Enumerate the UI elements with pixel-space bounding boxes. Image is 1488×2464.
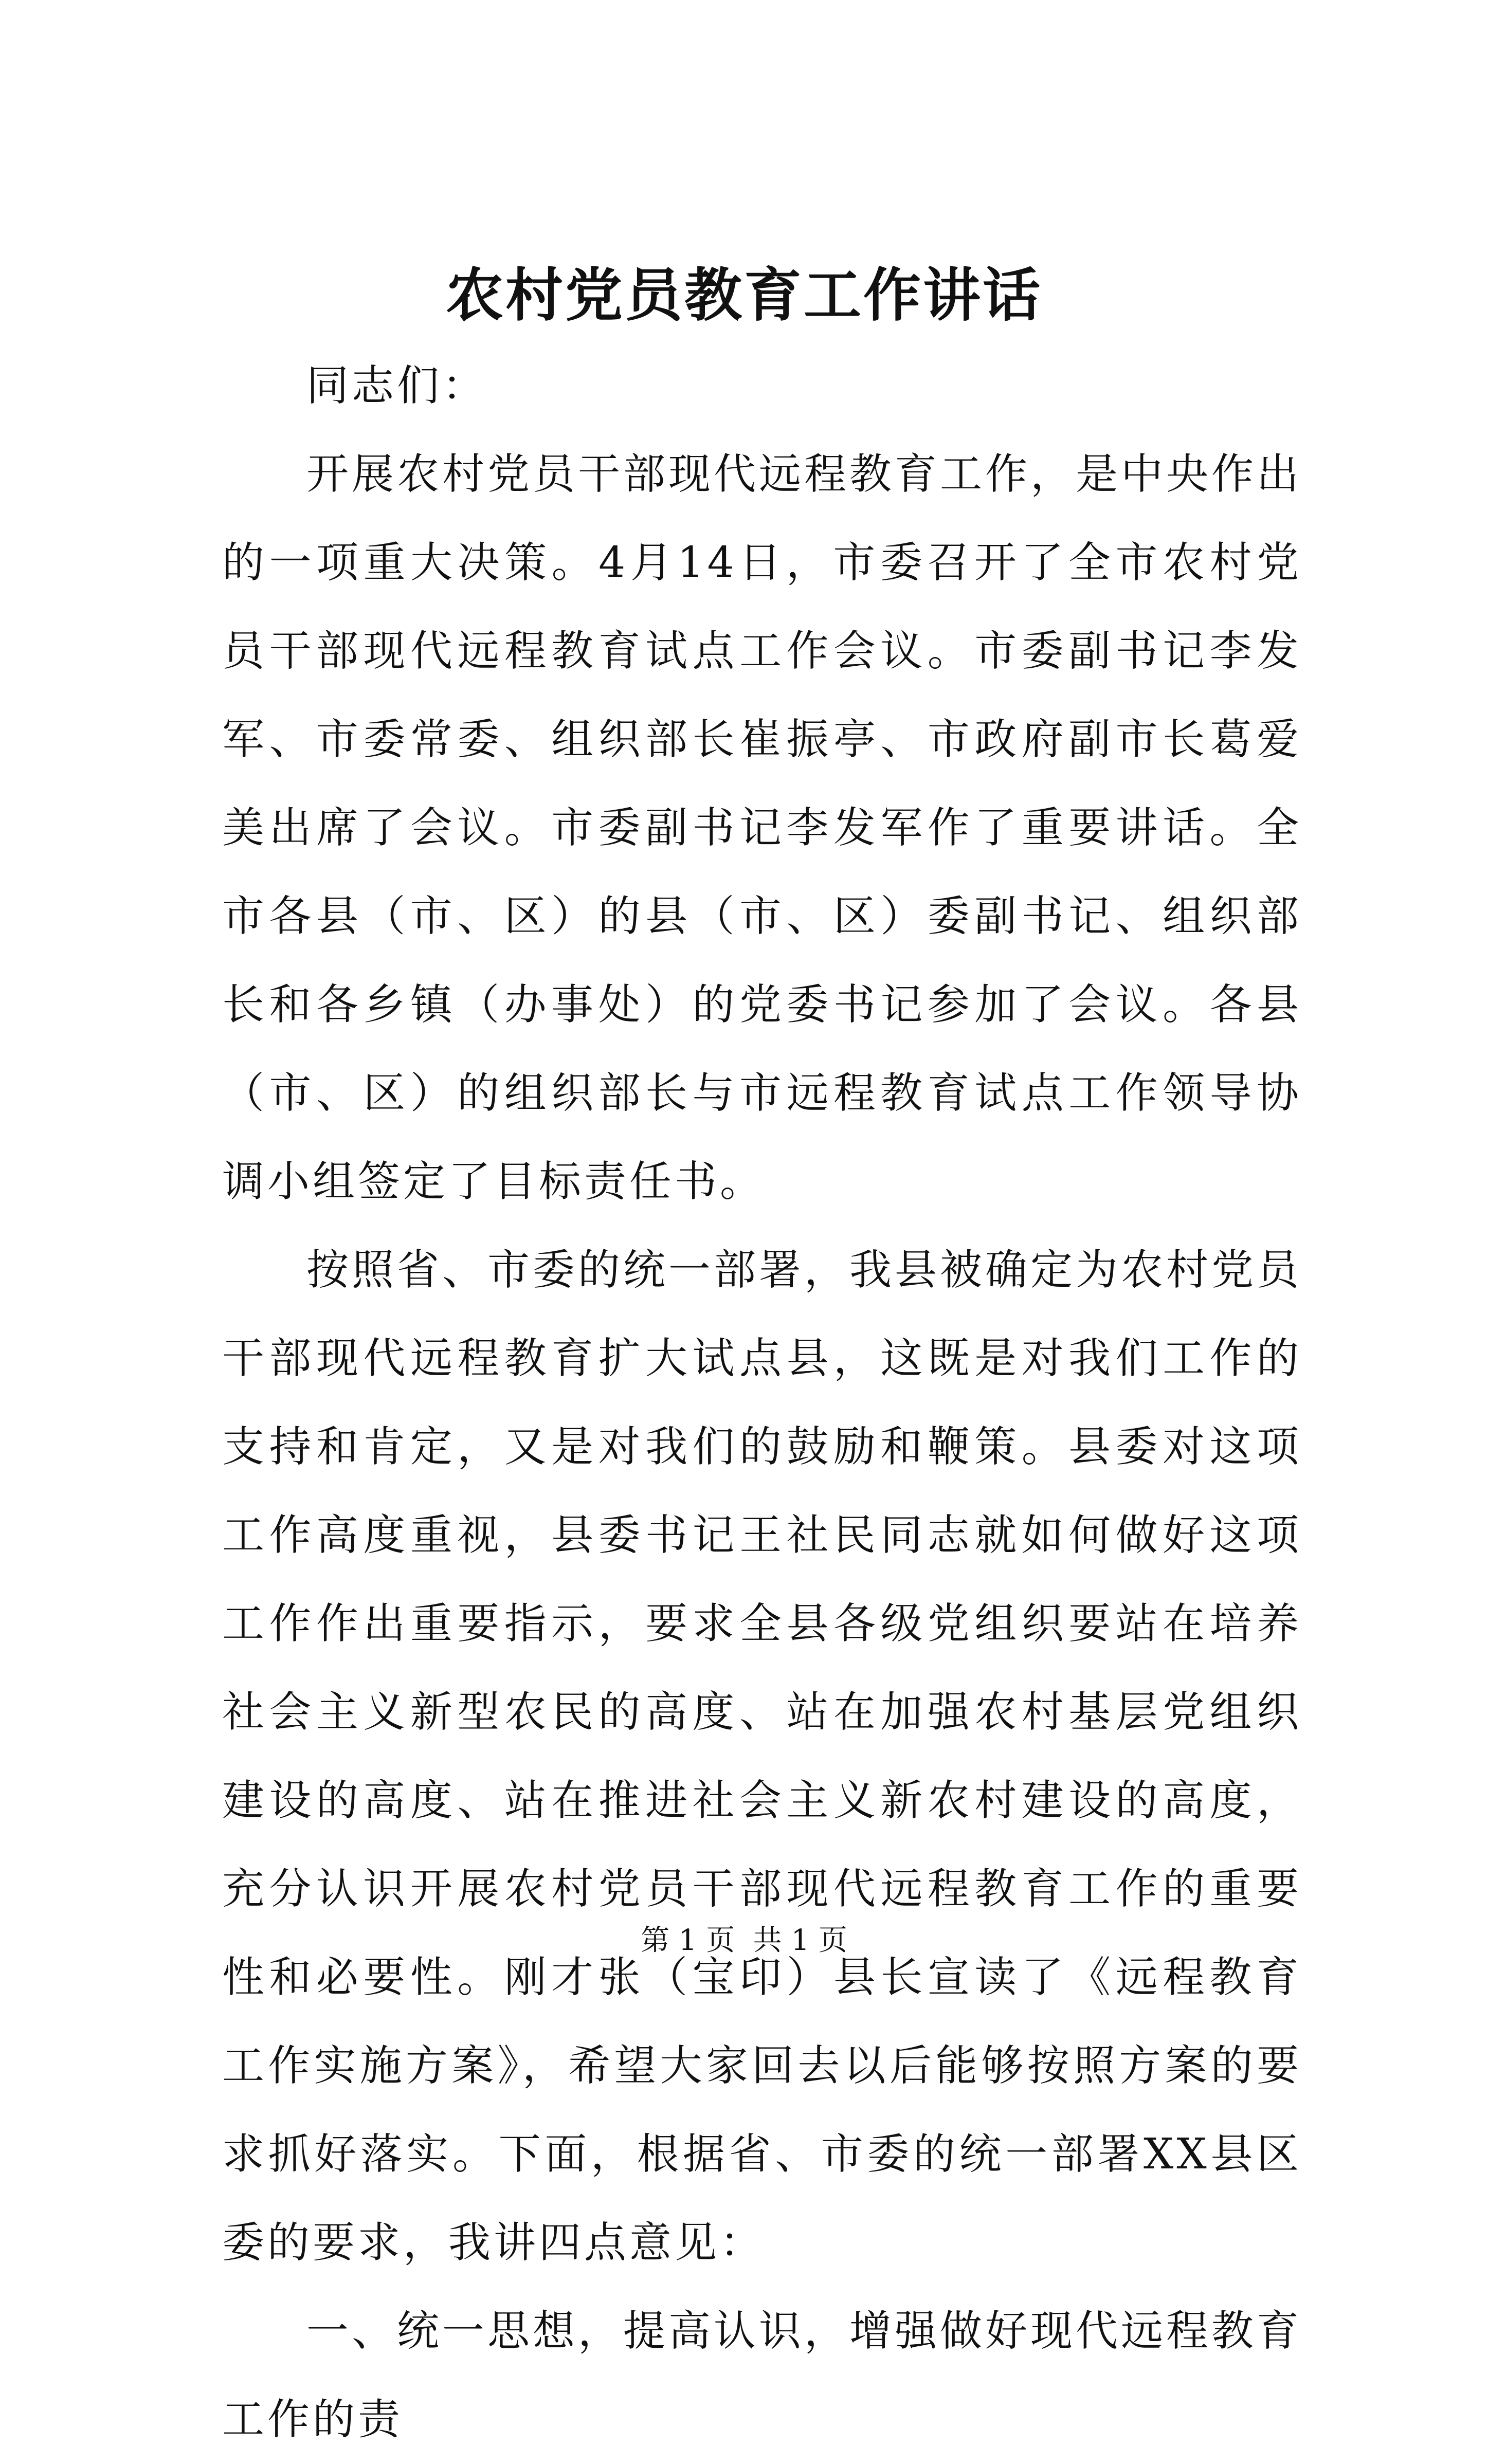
salutation-paragraph: 同志们： [306, 361, 488, 410]
document-body [222, 342, 1302, 2464]
document-title: 农村党员教育工作讲话 [446, 262, 1042, 329]
body-paragraph: 按照省、市委的统一部署，我县被确定为农村党员干部现代远程教育扩大试点县，这既是对我们工作的支持和肯定，又是对我们的鼓励和鞭策。县委对这项工作高度重视，县委书记王社民同志就如何做好这项工作作出重要指示，要求全县各级党组织要站在培养社会主义新型农民的高度、站在加强农村基层党组织建设的高度、站在推进社会主义新农村建设的高度，充分认识开展农村党员干部现代远程教育工作的重要性和必要性。刚才张（宝印）县长宣读了《远程教育工作实施方案》，希望大家回去以后能够按照方案的要求抓好落实。下面，根据省、市委的统一部署XX县区委的要求，我讲四点意见： [222, 1246, 1302, 2267]
page-number-footer: 第 1 页 共 1 页 [640, 1924, 848, 1957]
body-paragraph: 开展农村党员干部现代远程教育工作，是中央作出的一项重大决策。4月14日，市委召开了全市农村党员干部现代远程教育试点工作会议。市委副书记李发军、市委常委、组织部长崔振亭、市政府副市长葛爱美出席了会议。市委副书记李发军作了重要讲话。全市各县（市、区）的县（市、区）委副书记、组织部长和各乡镇（办事处）的党委书记参加了会议。各县（市、区）的组织部长与市远程教育试点工作领导协调小组签定了目标责任书。 [222, 450, 1302, 1206]
section-heading-paragraph: 一、统一思想，提高认识，增强做好现代远程教育工作的责 [222, 2307, 1302, 2444]
